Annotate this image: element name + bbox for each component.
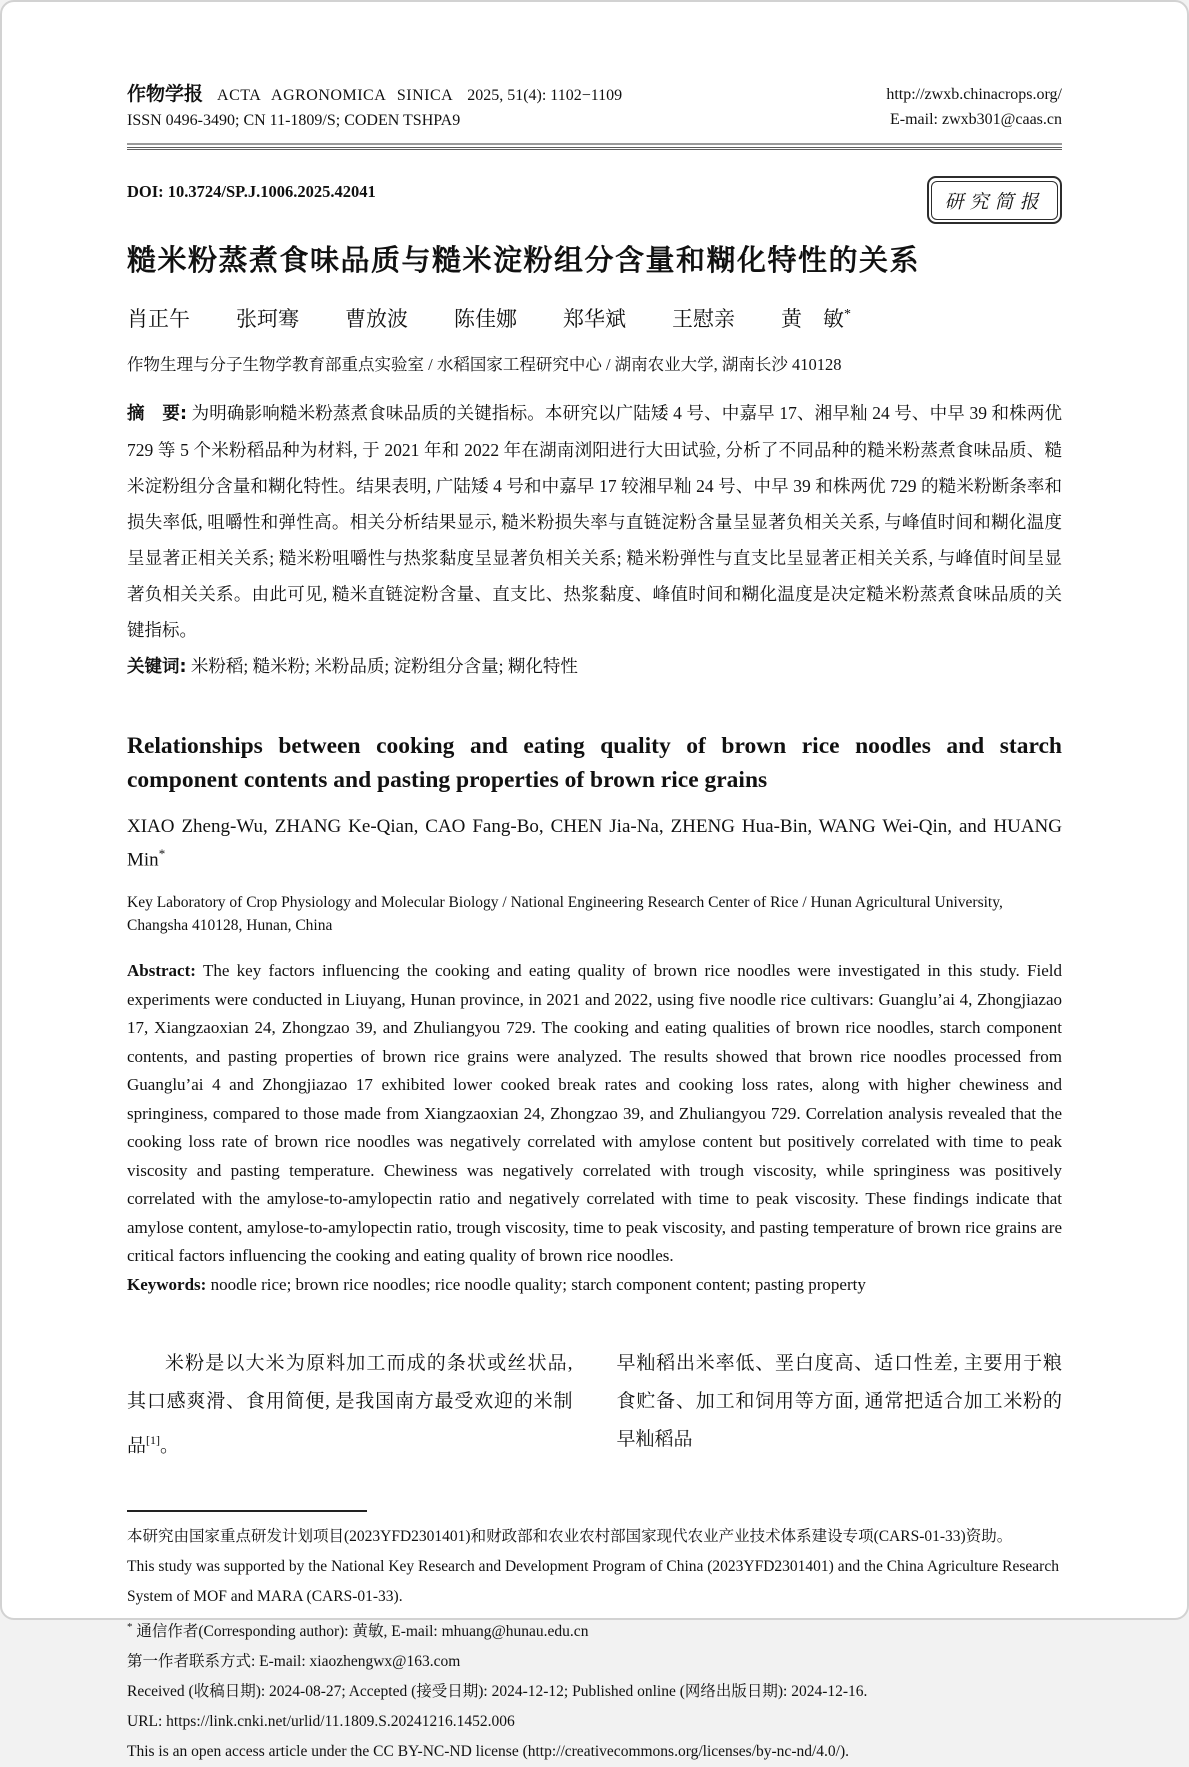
footnote-first-author[interactable]: 第一作者联系方式: E-mail: xiaozhengwx@163.com (127, 1652, 461, 1670)
footnote-url-link[interactable]: URL: https://link.cnki.net/urlid/11.1809.S.20241216.1452.006 (127, 1712, 515, 1730)
keywords-cn-label: 关键词: (127, 657, 187, 677)
abstract-cn-label: 摘 要: (127, 404, 188, 424)
author-name: 郑华斌 (563, 307, 626, 331)
author-name: 曹放波 (345, 307, 408, 331)
body-left-text: 米粉是以大米为原料加工而成的条状或丝状品, 其口感爽滑、食用简便, 是我国南方最受欢迎的米制品 (127, 1353, 573, 1457)
keywords-en-text: noodle rice; brown rice noodles; rice noodle quality; starch component content; pasting property (210, 1274, 866, 1294)
footnote-section (127, 1510, 1062, 1767)
keywords-cn-text: 米粉稻; 糙米粉; 米粉品质; 淀粉组分含量; 糊化特性 (190, 656, 578, 676)
footnote-text (127, 1522, 1062, 1767)
journal-website-link[interactable]: http://zwxb.chinacrops.org/ (886, 86, 1062, 103)
article-title-cn: 糙米粉蒸煮食味品质与糙米淀粉组分含量和糊化特性的关系 (127, 243, 921, 277)
doi: DOI: 10.3724/SP.J.1006.2025.42041 (127, 182, 376, 201)
article-type-badge (927, 176, 1062, 224)
author-name-corresponding: 黄 敏* (781, 307, 851, 331)
authors-en (127, 813, 1062, 873)
journal-name-en: ACTA AGRONOMICA SINICA (217, 87, 454, 104)
body-columns (127, 1345, 1062, 1465)
journal-issn-line: ISSN 0496-3490; CN 11-1809/S; CODEN TSHPA9 (127, 112, 461, 129)
body-paragraph-left (127, 1345, 573, 1465)
authors-cn (127, 303, 1062, 333)
journal-header-left (127, 82, 622, 133)
journal-header-right (886, 82, 1062, 132)
footnote-corresponding (127, 1612, 1062, 1647)
author-name: 肖正午 (127, 307, 190, 331)
abstract-en-label: Abstract: (127, 961, 196, 981)
corresponding-author-mark: * (158, 846, 166, 861)
keywords-cn (127, 648, 1062, 685)
corresponding-author-mark: * (127, 1620, 133, 1633)
journal-header (127, 82, 1062, 133)
corresponding-author-mark: * (844, 307, 851, 322)
abstract-cn-text: 为明确影响糙米粉蒸煮食味品质的关键指标。本研究以广陆矮 4 号、中嘉早 17、湘早籼 24 号、中早 39 和株两优 729 等 5 个米粉稻品种为材料, 于 2021 年和 2022 年在湖南浏阳进行大田试验, 分析了不同品种的糙米粉蒸煮食味品质、糙米淀粉组分含量和糊化特性。结果表明, 广陆矮 4 号和中嘉早 17 较湘早籼 24 号、中早 39 和株两优 729 的糙米粉断条率和损失率低, 咀嚼性和弹性高。相关分析结果显示, 糙米粉损失率与直链淀粉含量呈显著负相关关系, 与峰值时间和糊化温度呈显著正相关关系; 糙米粉咀嚼性与热浆黏度呈显著负相关关系; 糙米粉弹性与直支比呈显著正相关关系, 与峰值时间呈显著负相关关系。由此可见, 糙米直链淀粉含量、直支比、热浆黏度、峰值时间和糊化温度是决定糙米粉蒸煮食味品质的关键指标。 (127, 403, 1063, 640)
abstract-en (127, 957, 1062, 1271)
author-name: 王慰亲 (672, 307, 735, 331)
footnote-divider (127, 1510, 367, 1512)
footnote-corresponding-text[interactable]: 通信作者(Corresponding author): 黄敏, E-mail: mhuang@hunau.edu.cn (136, 1622, 589, 1640)
footnote-funding-cn: 本研究由国家重点研发计划项目(2023YFD2301401)和财政部和农业农村部国家现代农业产业技术体系建设专项(CARS-01-33)资助。 (127, 1527, 1013, 1545)
journal-title-line (127, 82, 622, 108)
footnote-funding-en: This study was supported by the National Key Research and Development Program of China (2023YFD2301401) and the China Agriculture Research System of MOF and MARA (CARS-01-33). (127, 1557, 1059, 1605)
body-paragraph-right: 早籼稻出米率低、垩白度高、适口性差, 主要用于粮食贮备、加工和饲用等方面, 通常把适合加工米粉的早籼稻品 (616, 1353, 1062, 1451)
article-type-badge-label: 研究简报 (931, 181, 1057, 220)
citation-ref-1: [1] (146, 1433, 161, 1448)
footnote-dates: Received (收稿日期): 2024-08-27; Accepted (接受日期): 2024-12-12; Published online (网络出版日期): 2024-12-16. (127, 1682, 868, 1700)
affiliation-en: Key Laboratory of Crop Physiology and Molecular Biology / National Engineering Research Center of Rice / Hunan Agricultural University, Changsha 410128, Hunan, China (127, 894, 1003, 935)
affiliation-cn: 作物生理与分子生物学教育部重点实验室 / 水稻国家工程研究中心 / 湖南农业大学, 湖南长沙 410128 (127, 355, 842, 374)
header-divider (127, 143, 1062, 150)
authors-en-text: XIAO Zheng-Wu, ZHANG Ke-Qian, CAO Fang-Bo, CHEN Jia-Na, ZHENG Hua-Bin, WANG Wei-Qin, and HUANG Min (127, 816, 1062, 871)
journal-name-cn: 作物学报 (127, 83, 204, 105)
page-content (127, 2, 1062, 1767)
article-title-en: Relationships between cooking and eating quality of brown rice noodles and starch component contents and pasting properties of brown rice grains (127, 733, 1062, 793)
abstract-en-text: The key factors influencing the cooking and eating quality of brown rice noodles were investigated in this study. Field experiments were conducted in Liuyang, Hunan province, in 2021 and 2022, using five noodle rice cultivars: Guanglu’ai 4, Zhongjiazao 17, Xiangzaoxian 24, Zhongzao 39, and Zhuliangyou 729. The cooking and eating qualities of brown rice noodles, starch component contents, and pasting properties of brown rice grains were analyzed. The results showed that brown rice noodles processed from Guanglu’ai 4 and Zhongjiazao 17 exhibited lower cooked break rates and cooking loss rates, along with higher chewiness and springiness, compared to those made from Xiangzaoxian 24, Zhongzao 39, and Zhuliangyou 729. Correlation analysis revealed that the cooking loss rate of brown rice noodles was negatively correlated with amylose content but positively correlated with time to peak viscosity and pasting temperature. Chewiness was negatively correlated with trough viscosity, while springiness was positively correlated with the amylose-to-amylopectin ratio and negatively correlated with time to peak viscosity. These findings indicate that amylose content, amylose-to-amylopectin ratio, trough viscosity, time to peak viscosity, and pasting temperature of brown rice grains are critical factors influencing the cooking and eating quality of brown rice noodles. (127, 961, 1062, 1266)
body-column-right (617, 1345, 1063, 1465)
abstract-cn (127, 395, 1062, 648)
footnote-license[interactable]: This is an open access article under the CC BY-NC-ND license (http://creativecommons.org/licenses/by-nc-nd/4.0/). (127, 1742, 849, 1760)
journal-issue-info: 2025, 51(4): 1102−1109 (467, 87, 623, 104)
keywords-en-label: Keywords: (127, 1274, 207, 1294)
keywords-en (127, 1271, 1062, 1300)
body-column-left (127, 1345, 573, 1465)
author-name: 陈佳娜 (454, 307, 517, 331)
journal-email-link[interactable]: E-mail: zwxb301@caas.cn (889, 111, 1062, 128)
doi-row (127, 176, 1062, 224)
body-left-period: 。 (160, 1435, 180, 1457)
author-name: 张珂骞 (236, 307, 299, 331)
